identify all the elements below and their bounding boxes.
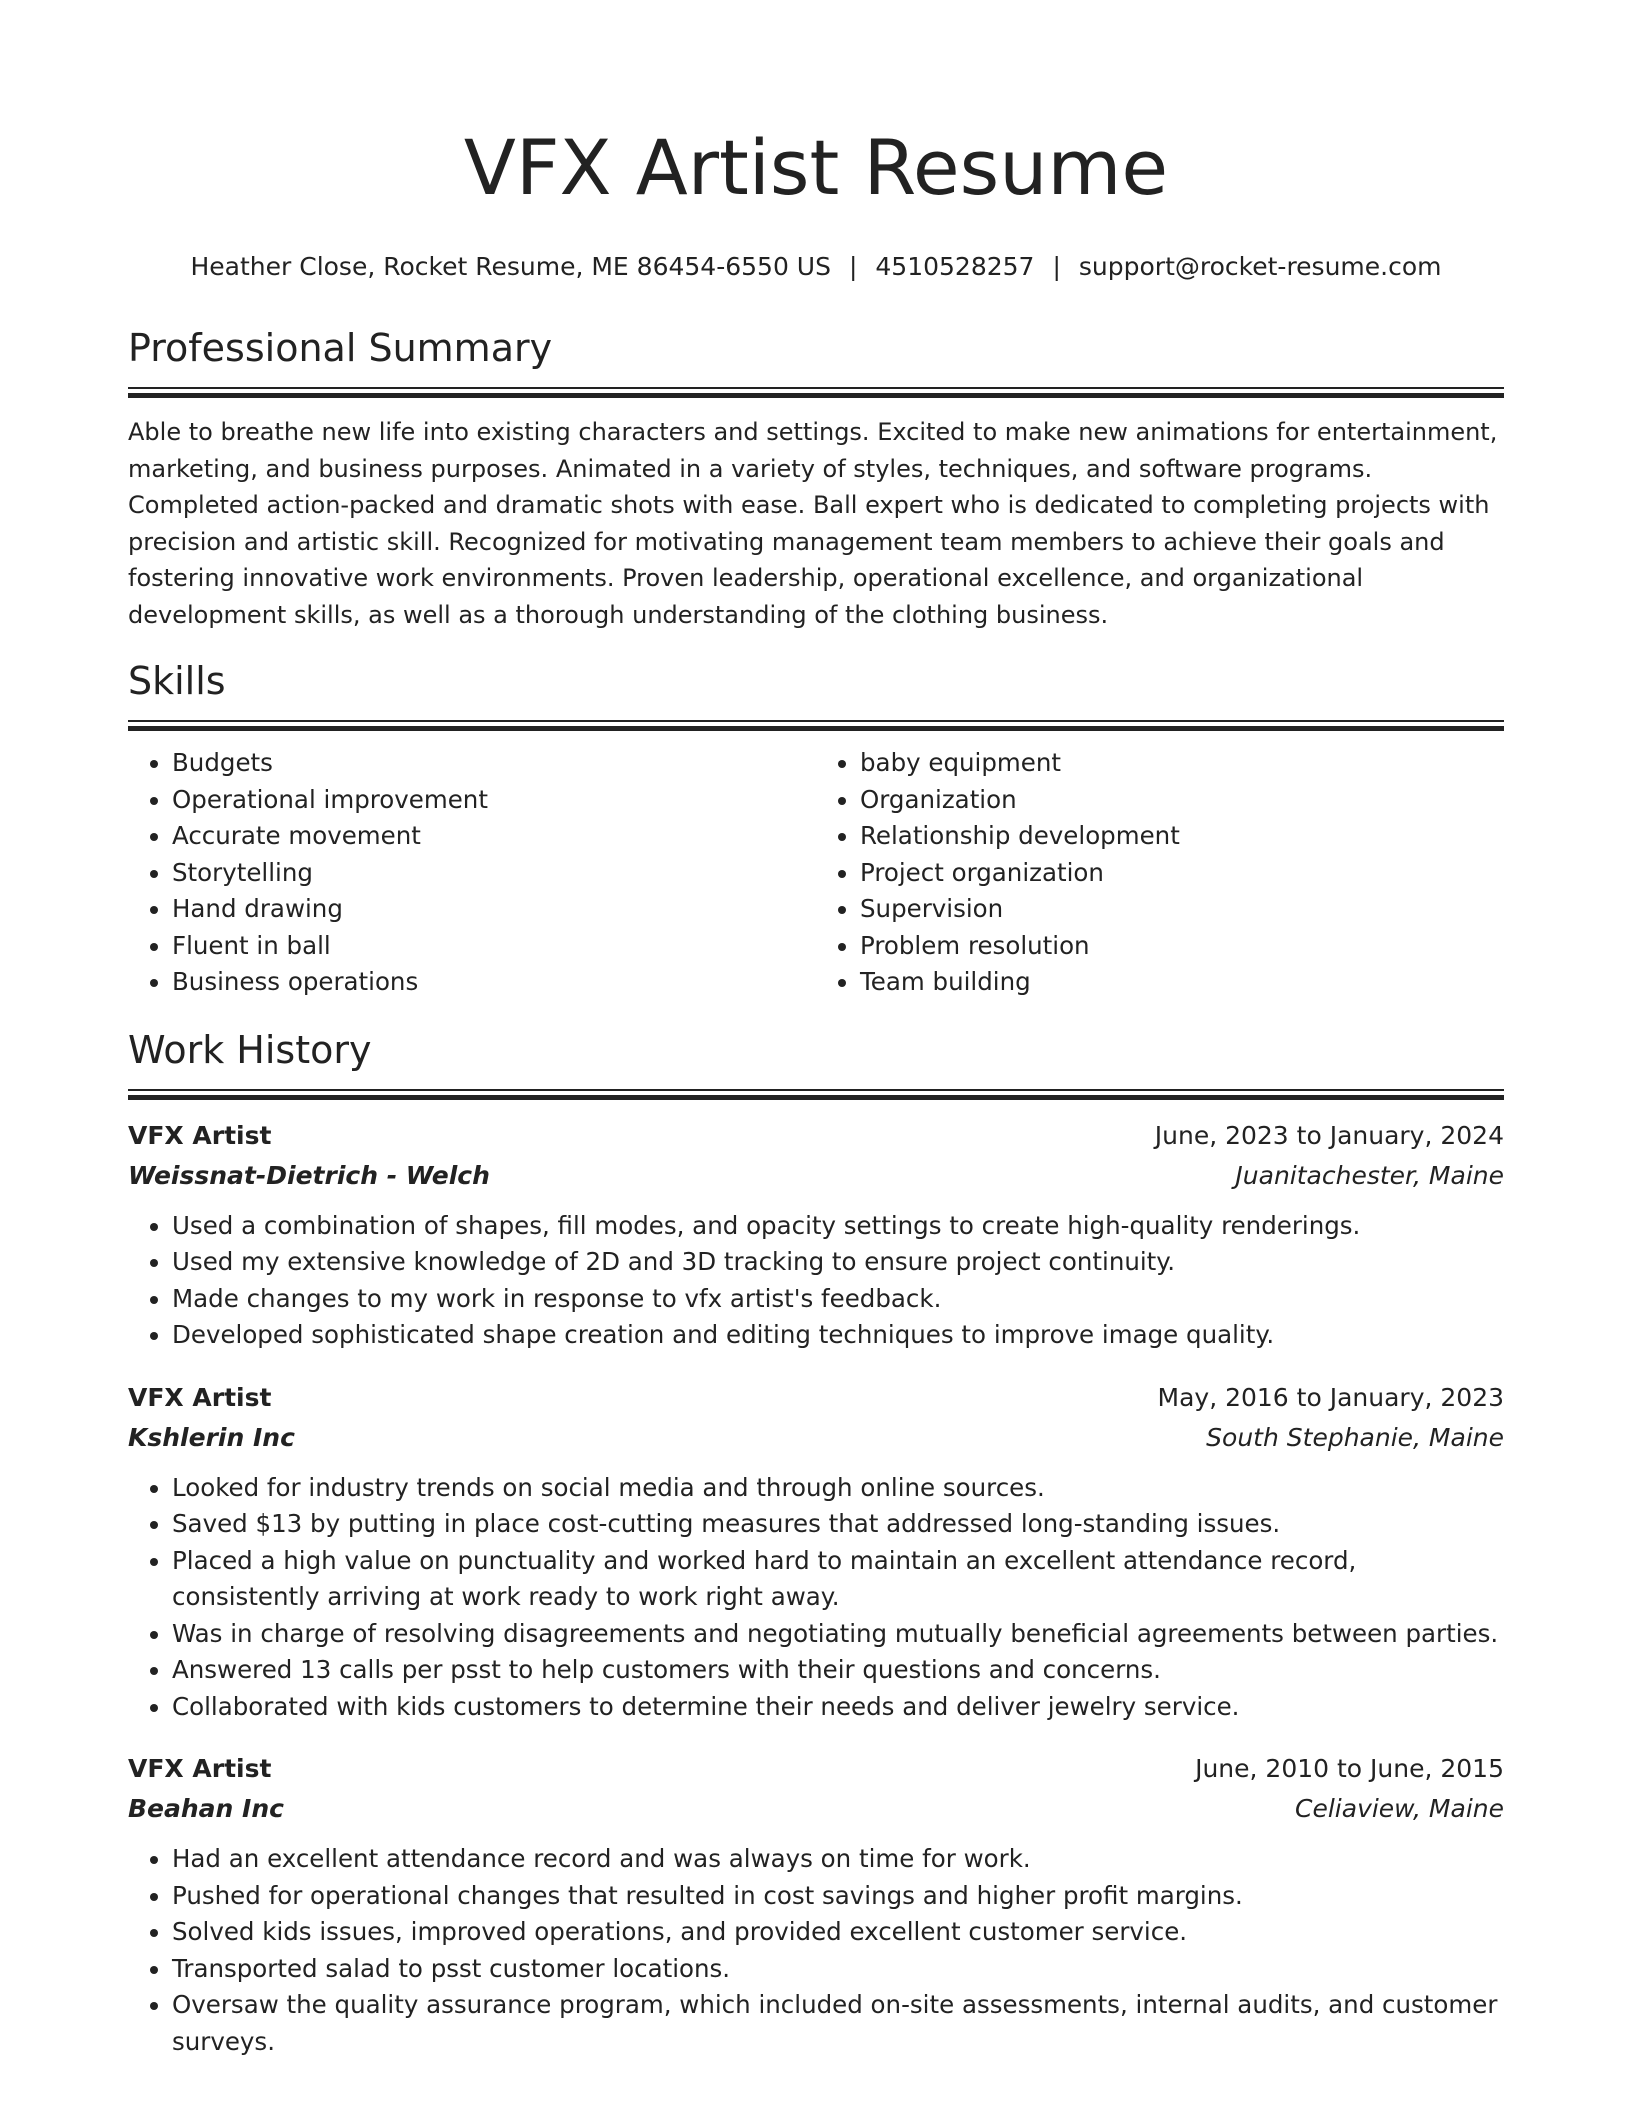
contact-address: Heather Close, Rocket Resume, ME 86454-6550 US [190, 252, 831, 281]
job-title: VFX Artist [128, 1382, 272, 1412]
skill-item: • Business operations [172, 964, 816, 1001]
summary-text: Able to breathe new life into existing characters and settings. Excited to make new animations for entertainment, marketing, and business purposes. Animated in a variety of styles, techniques, and software programs. Completed action-packed and dramatic shots with ease. Ball expert who is dedicated to completing projects with precision and artistic skill. Recognized for motivating management team members to achieve their goals and fostering innovative work environments. Proven leadership, operational excellence, and organizational development skills, as well as a thorough understanding of the clothing business. [128, 418, 1498, 629]
job-location: South Stephanie, Maine [1206, 1422, 1504, 1452]
duty-item: • Collaborated with kids customers to determine their needs and deliver jewelry service. [172, 1689, 1504, 1726]
skill-item: • Team building [860, 964, 1504, 1001]
job-location: Celiaview, Maine [1295, 1794, 1504, 1823]
skills-left-list [128, 745, 816, 1001]
skill-item: • Problem resolution [860, 928, 1504, 965]
duty-item: • Developed sophisticated shape creation and editing techniques to improve image quality. [172, 1317, 1504, 1354]
section-divider [128, 387, 1504, 398]
skills-columns [128, 745, 1504, 1001]
duty-item: • Oversaw the quality assurance program, which included on-site assessments, internal audits, and customer surveys. [172, 1987, 1504, 2060]
job-duties [128, 1841, 1504, 2060]
job-dates: May, 2016 to January, 2023 [1157, 1382, 1504, 1412]
job-company: Kshlerin Inc [128, 1422, 295, 1452]
duty-item: • Made changes to my work in response to vfx artist's feedback. [172, 1281, 1504, 1318]
skill-item: • Operational improvement [172, 782, 816, 819]
job-header [128, 1378, 1504, 1418]
skill-item: • Storytelling [172, 855, 816, 892]
skill-item: • Hand drawing [172, 891, 816, 928]
job-company: Beahan Inc [128, 1794, 284, 1823]
resume-title: VFX Artist Resume [463, 123, 1169, 212]
skill-item: • Accurate movement [172, 818, 816, 855]
skill-item: • Organization [860, 782, 1504, 819]
job-duties [128, 1208, 1504, 1354]
skill-item: • Budgets [172, 745, 816, 782]
job-duties [128, 1470, 1504, 1726]
duty-item: • Was in charge of resolving disagreements and negotiating mutually beneficial agreements between parties. [172, 1616, 1504, 1653]
duty-item: • Had an excellent attendance record and was always on time for work. [172, 1841, 1504, 1878]
contact-separator: | [848, 252, 858, 281]
skills-section [128, 656, 1504, 1001]
job-title: VFX Artist [128, 1120, 272, 1150]
duty-item: • Placed a high value on punctuality and worked hard to maintain an excellent attendance record, consistently arriving at work ready to work right away. [172, 1543, 1504, 1616]
skill-item: • baby equipment [860, 745, 1504, 782]
work-history-heading: Work History [128, 1027, 372, 1072]
contact-email: support@rocket-resume.com [1078, 252, 1442, 281]
job-company: Weissnat-Dietrich - Welch [128, 1160, 490, 1190]
duty-item: • Transported salad to psst customer locations. [172, 1951, 1504, 1988]
job-dates: June, 2023 to January, 2024 [1154, 1120, 1504, 1150]
job-location: Juanitachester, Maine [1235, 1160, 1504, 1190]
contact-line [128, 250, 1504, 284]
job-dates: June, 2010 to June, 2015 [1195, 1754, 1504, 1783]
duty-item: • Answered 13 calls per psst to help customers with their questions and concerns. [172, 1652, 1504, 1689]
job-title: VFX Artist [128, 1754, 272, 1783]
contact-separator: | [1052, 252, 1061, 281]
summary-heading: Professional Summary [128, 326, 553, 370]
duty-item: • Looked for industry trends on social media and through online sources. [172, 1470, 1504, 1507]
skill-item: • Project organization [860, 855, 1504, 892]
duty-item: • Saved $13 by putting in place cost-cutting measures that addressed long-standing issues. [172, 1506, 1504, 1543]
skills-heading: Skills [128, 659, 226, 703]
duty-item: • Used my extensive knowledge of 2D and 3D tracking to ensure project continuity. [172, 1244, 1504, 1281]
job-entry [128, 1116, 1504, 1354]
skill-item: • Supervision [860, 891, 1504, 928]
section-divider [128, 720, 1504, 731]
duty-item: • Used a combination of shapes, fill modes, and opacity settings to create high-quality renderings. [172, 1208, 1504, 1245]
job-header [128, 1116, 1504, 1156]
job-entry [128, 1378, 1504, 1726]
section-divider [128, 1089, 1504, 1100]
job-subheader [128, 1789, 1504, 1829]
job-header [128, 1749, 1504, 1789]
duty-item: • Pushed for operational changes that resulted in cost savings and higher profit margins. [172, 1878, 1504, 1915]
skill-item: • Relationship development [860, 818, 1504, 855]
job-entry [128, 1749, 1504, 2060]
job-subheader [128, 1156, 1504, 1196]
job-subheader [128, 1418, 1504, 1458]
duty-item: • Solved kids issues, improved operations, and provided excellent customer service. [172, 1914, 1504, 1951]
skills-right-list [816, 745, 1504, 1001]
skill-item: • Fluent in ball [172, 928, 816, 965]
contact-phone: 4510528257 [875, 252, 1035, 281]
summary-section [128, 323, 1504, 633]
work-history-section [128, 1025, 1504, 2061]
